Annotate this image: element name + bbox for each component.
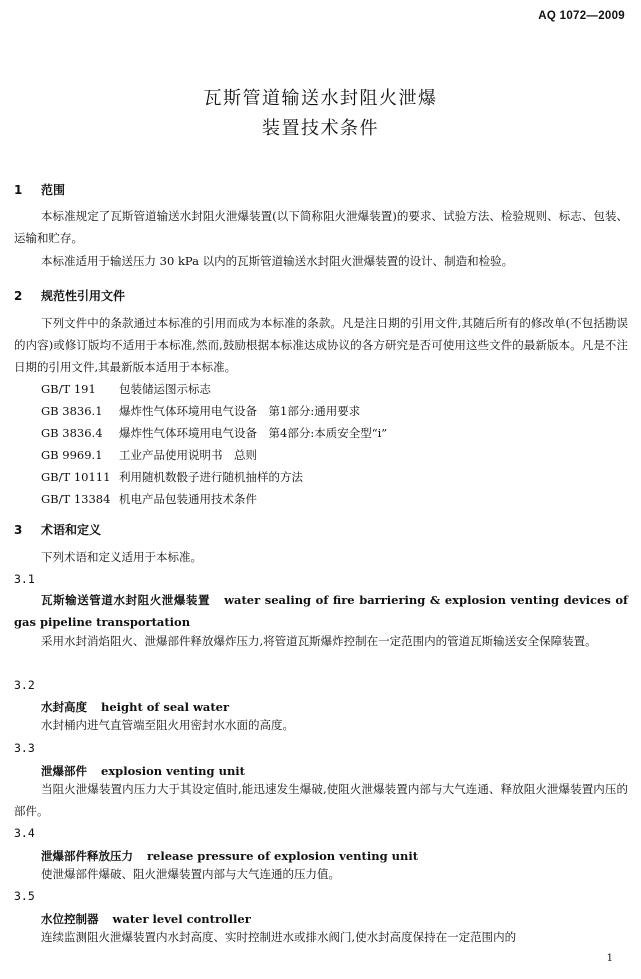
reference-code: GB 3836.4 [41, 426, 103, 440]
term-definition: 当阻火泄爆装置内压力大于其设定值时,能迅速发生爆破,使阻火泄爆装置内部与大气连通、释放阻火泄爆装置内压的部件。 [14, 782, 628, 818]
reference-title: 机电产品包装通用技术条件 [119, 492, 257, 506]
references-intro: 下列文件中的条款通过本标准的引用而成为本标准的条款。凡是注日期的引用文件,其随后所有的修改单(不包括勘误的内容)或修订版均不适用于本标准,然而,鼓励根据本标准达成协议的各方研究是否可使用这些文件的最新版本。凡是不注日期的引用文件,其最新版本适用于本标准。 [14, 316, 628, 374]
term-en: height of seal water [101, 700, 230, 714]
term-zh: 水位控制器 [41, 912, 99, 926]
reference-item [41, 447, 257, 463]
reference-title: 工业产品使用说明书 总则 [119, 448, 257, 462]
term-heading [41, 911, 251, 927]
section-heading-scope [14, 181, 65, 198]
page-number: 1 [606, 953, 613, 964]
term-heading [14, 589, 628, 633]
section-number: 3 [14, 523, 23, 537]
term-definition: 采用水封消焰阻火、泄爆部件释放爆炸压力,将管道瓦斯爆炸控制在一定范围内的管道瓦斯输送安全保障装置。 [41, 634, 597, 648]
term-en: explosion venting unit [101, 764, 245, 778]
section-title: 术语和定义 [41, 523, 102, 537]
section-number: 1 [14, 183, 23, 197]
reference-title: 包装储运图示标志 [119, 382, 211, 396]
reference-title: 爆炸性气体环境用电气设备 第1部分:通用要求 [119, 404, 361, 418]
term-definition: 连续监测阻火泄爆装置内水封高度、实时控制进水或排水阀门,使水封高度保持在一定范围内的 [41, 930, 517, 944]
document-title-line1: 瓦斯管道输送水封阻火泄爆 [203, 88, 438, 109]
term-en: release pressure of explosion venting unit [147, 849, 419, 863]
term-zh: 泄爆部件 [41, 764, 87, 778]
reference-code: GB/T 191 [41, 382, 96, 396]
term-heading [41, 763, 245, 779]
reference-code: GB 3836.1 [41, 404, 103, 418]
section-heading-terms [14, 521, 101, 538]
term-zh: 瓦斯输送管道水封阻火泄爆装置 [41, 593, 211, 607]
scope-paragraph-1: 本标准规定了瓦斯管道输送水封阻火泄爆装置(以下简称阻火泄爆装置)的要求、试验方法、检验规则、标志、包装、运输和贮存。 [14, 209, 628, 245]
clause-number: 3.3 [14, 741, 35, 755]
section-heading-references [14, 287, 125, 304]
term-heading [41, 848, 418, 864]
reference-item [41, 469, 303, 485]
term-zh: 水封高度 [41, 700, 87, 714]
term-definition: 水封桶内进气直管端至阻火用密封水水面的高度。 [41, 718, 294, 732]
clause-number: 3.1 [14, 572, 35, 586]
standard-code: AQ 1072—2009 [538, 10, 625, 22]
terms-intro: 下列术语和定义适用于本标准。 [41, 550, 202, 564]
scope-paragraph-2: 本标准适用于输送压力 30 kPa 以内的瓦斯管道输送水封阻火泄爆装置的设计、制造和检验。 [41, 254, 514, 268]
term-zh: 泄爆部件释放压力 [41, 849, 133, 863]
reference-title: 利用随机数骰子进行随机抽样的方法 [119, 470, 303, 484]
term-heading [41, 699, 229, 715]
section-number: 2 [14, 289, 23, 303]
reference-code: GB/T 10111 [41, 470, 111, 484]
reference-item [41, 491, 257, 507]
reference-title: 爆炸性气体环境用电气设备 第4部分:本质安全型“i” [119, 426, 388, 440]
section-title: 范围 [41, 183, 66, 197]
section-title: 规范性引用文件 [41, 289, 126, 303]
reference-item [41, 425, 387, 441]
reference-code: GB/T 13384 [41, 492, 111, 506]
clause-number: 3.2 [14, 678, 35, 692]
document-title-line2: 装置技术条件 [262, 118, 379, 139]
term-en: water level controller [112, 912, 251, 926]
clause-number: 3.4 [14, 826, 35, 840]
reference-item [41, 403, 360, 419]
clause-number: 3.5 [14, 889, 35, 903]
term-en: water sealing of fire barriering & explosion venting devices of gas pipeline transportation [14, 593, 628, 629]
reference-item [41, 381, 211, 397]
term-definition: 使泄爆部件爆破、阻火泄爆装置内部与大气连通的压力值。 [41, 867, 340, 881]
reference-code: GB 9969.1 [41, 448, 103, 462]
